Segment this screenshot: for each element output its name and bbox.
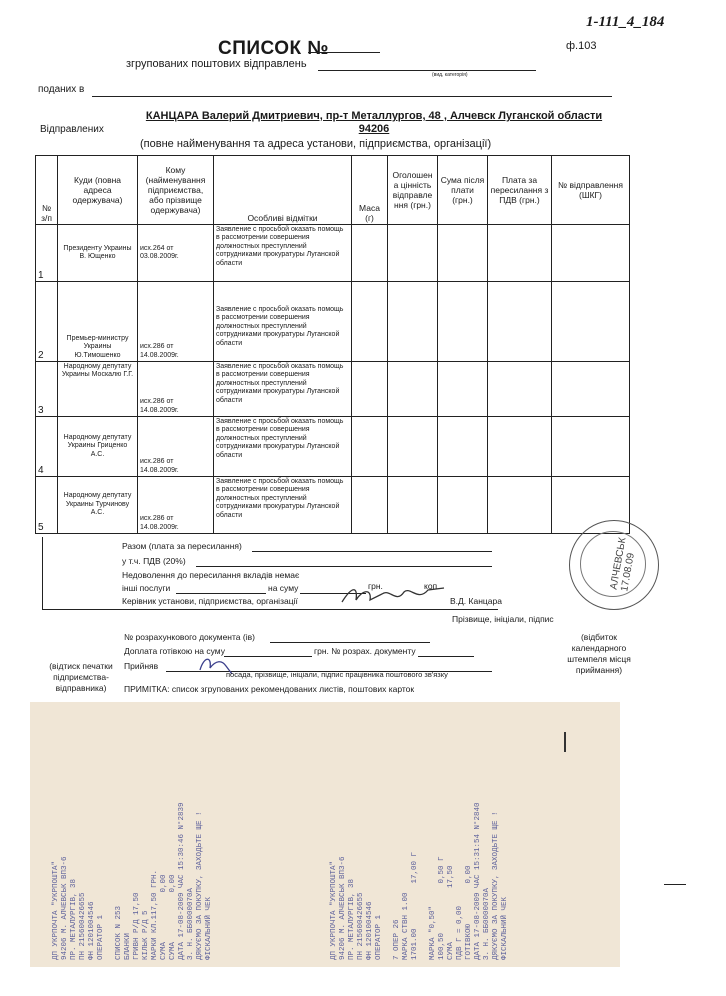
col-header-weight: Маса (г) [352,156,388,225]
cash-label: Доплата готівкою на суму [124,646,225,656]
table-row [36,225,630,282]
left-line: ПН 215600426655 [79,892,87,960]
right-line: МАРКА "0,50" [429,905,437,960]
row-value [388,477,438,534]
right-line: СУМА 17,50 [447,865,455,960]
submitted-line [92,96,612,97]
signer-name: В.Д. Канцара [450,596,502,606]
right-line: ДАТА 17-08-2009 ЧАС 15:31:54 N°2840 [474,802,482,960]
seal-note: (відтиск печатки підприємства-відправника) [49,661,113,693]
row-reference: исх.286 от 14.08.2009г. [138,417,214,477]
calendar-stamp [569,520,659,610]
row-sum [438,225,488,282]
receipts-area [30,702,620,967]
right-line: ФІСКАЛЬНИЙ ЧЕК [501,896,509,960]
subtitle: згрупованих поштових відправлень [126,58,307,70]
head-label: Керівник установи, підприємства, організації [122,596,298,606]
left-line: ФІСКАЛЬНИЙ ЧЕК [205,896,213,960]
row-number: 5 [36,477,58,534]
mailing-table [35,155,630,534]
sender-label: Відправлених [40,124,104,135]
left-line: СУМА 0,00 [169,874,177,960]
row-number: 1 [36,225,58,282]
col-header-address: Куди (повна адреса одержувача) [58,156,138,225]
row-sum [438,362,488,417]
col-header-recipient: Кому (найменування підприємства, або прізвище одержувача) [138,156,214,225]
row-sum [438,477,488,534]
table-row [36,417,630,477]
right-line: ГОТІВКОЮ 0,00 [465,865,473,960]
submitted-label: поданих в [38,84,85,95]
row-weight [352,225,388,282]
col-header-tracking: № відправлення (ШКГ) [552,156,630,225]
row-tracking [552,282,630,362]
table-header-row [36,156,630,225]
right-line: ОПЕРАТОР 1 [375,914,383,960]
col-header-number: № з/п [36,156,58,225]
row-value [388,282,438,362]
row-value [388,362,438,417]
row-notes: Заявление с просьбой оказать помощь в рассмотрении совершения должностных преступлений сотрудниками прокуратуры Луганской области [214,282,352,362]
row-value [388,417,438,477]
left-line: З. Н. ББ0000070А [187,887,195,960]
row-address: Премьер-министру Украины Ю.Тимошенко [58,282,138,362]
row-postage [488,362,552,417]
total-fee-line [252,551,492,552]
settle-doc-label: грн. № розрах. документу [314,646,416,656]
other-services-label: інші послуги [122,583,171,593]
row-reference: исх.264 от 03.08.2009г. [138,225,214,282]
undersend-label: Недоволення до пересилання вкладів немає [122,570,300,580]
row-number: 4 [36,417,58,477]
vat-line [196,566,492,567]
col-header-postage: Плата за пересилання з ПДВ (грн.) [488,156,552,225]
left-line: МАРКИ КЛ.117,50 ГРН. [151,869,159,960]
left-line [106,802,115,960]
total-fee-label: Разом (плата за пересилання) [122,541,242,551]
row-tracking [552,225,630,282]
settlement-label: № розрахункового документа (ів) [124,632,255,642]
right-line: 1701.00 17,00 Г [411,851,419,960]
left-line: 94206 М. АЛЧЕВСЬК ВПЗ-6 [61,856,69,960]
table-row [36,362,630,417]
accepted-label: Прийняв [124,661,159,671]
title-number-line [308,52,380,53]
left-line: СПИСОК N 253 [115,905,123,960]
left-line: ДП УКРПОЧТА "УКРПОШТА" [52,860,60,960]
amount-label: на суму [268,583,299,593]
left-line: ПР. МЕТАЛУРГІВ, 38 [70,878,78,960]
head-signature [338,582,448,608]
row-address: Народному депутату Украины Москалю Г.Г. [58,362,138,417]
row-number: 2 [36,282,58,362]
stamp-text: АЛЧЕВСЬК 17.08.09 [608,536,637,593]
cash-line [224,656,312,657]
row-postage [488,282,552,362]
receipt-right [330,802,510,960]
vat-label: у т.ч. ПДВ (20%) [122,556,186,566]
row-postage [488,417,552,477]
right-line: ПДВ Г = 0,00 [456,905,464,960]
page-title: СПИСОК № [218,38,330,59]
left-line: ДАТА 17-08-2009 ЧАС 15:30:46 N°2839 [178,802,186,960]
row-notes: Заявление с просьбой оказать помощь в рассмотрении совершения должностных преступлений сотрудниками прокуратуры Луганской области [214,477,352,534]
row-notes: Заявление с просьбой оказать помощь в рассмотрении совершения должностных преступлений сотрудниками прокуратуры Луганской области [214,225,352,282]
uah-label: грн. [368,581,383,591]
table-row [36,477,630,534]
right-line: ПН 215600426655 [357,892,365,960]
row-weight [352,362,388,417]
row-weight [352,477,388,534]
row-notes: Заявление с просьбой оказать помощь в рассмотрении совершения должностных преступлений сотрудниками прокуратуры Луганской области [214,362,352,417]
left-line: ДЯКУЄМО ЗА ПОКУПКУ, ЗАХОДЬТЕ ЩЕ ! [196,811,204,960]
row-tracking [552,417,630,477]
row-reference: исх.286 от 14.08.2009г. [138,282,214,362]
row-address: Народному депутату Украины Гриценко А.С. [58,417,138,477]
category-note: (вид, категорія) [432,72,468,78]
settle-doc-line [418,656,474,657]
left-line: КІЛЬК Р/Д 5 [142,910,150,960]
kop-label: коп [424,581,438,591]
col-header-sum: Сума після плати (грн.) [438,156,488,225]
document-id: 1-111_4_184 [586,14,665,30]
right-line: ПР. МЕТАЛУРГІВ, 38 [348,878,356,960]
row-postage [488,477,552,534]
form-number: ф.103 [566,40,597,52]
receipt-mark [564,732,568,752]
col-header-notes: Особливі відмітки [214,156,352,225]
category-line [318,70,536,71]
row-sum [438,282,488,362]
row-number: 3 [36,362,58,417]
row-reference: исх.286 от 14.08.2009г. [138,477,214,534]
row-notes: Заявление с просьбой оказать помощь в рассмотрении совершения должностных преступлений сотрудниками прокуратуры Луганской области [214,417,352,477]
left-line: СУМА 0,00 [160,874,168,960]
row-reference: исх.286 от 14.08.2009г. [138,362,214,417]
row-sum [438,417,488,477]
left-line: ФН 1201004546 [88,901,96,960]
row-tracking [552,362,630,417]
remark: ПРИМІТКА: список згрупованих рекомендованих листів, поштових карток [124,684,415,694]
accepted-note: посада, прізвище, ініціали, підпис працівника поштового зв'язку [226,670,448,679]
receipt-left [52,802,214,960]
right-line: 7 ОПЕР 26 [393,919,401,960]
left-line: ОПЕРАТОР 1 [97,914,105,960]
right-line [384,802,393,960]
right-line: 94206 М. АЛЧЕВСЬК ВПЗ-6 [339,856,347,960]
stamp-note: (відбиток календарного штемпеля місця приймання) [567,632,631,675]
row-value [388,225,438,282]
right-line: ФН 1201004546 [366,901,374,960]
row-address: Президенту Украины В. Ющенко [58,225,138,282]
sender-note: (повне найменування та адреса установи, підприємства, організації) [140,138,492,150]
other-services-line [176,593,266,594]
edge-mark [664,884,686,885]
row-weight [352,417,388,477]
row-address: Народному депутату Украины Турчинову А.С. [58,477,138,534]
right-line: МАРКА СТВН 1.00 [402,892,410,960]
right-line: ДЯКУЄМО ЗА ПОКУПКУ, ЗАХОДЬТЕ ЩЕ ! [492,811,500,960]
settlement-line [270,642,430,643]
row-weight [352,282,388,362]
left-line: БЛАНКИ [124,932,132,960]
left-line: ГРИВН Р/Д 17,50 [133,892,141,960]
right-line: ДП УКРПОЧТА "УКРПОШТА" [330,860,338,960]
table-row [36,282,630,362]
col-header-declared-value: Оголошен а цінність відправле ння (грн.) [388,156,438,225]
row-postage [488,225,552,282]
right-line: 100,50 0,50 Г [438,856,446,960]
right-line [420,802,429,960]
sign-note: Прізвище, ініціали, підпис [452,614,554,624]
right-line: З. Н. ББ0000070А [483,887,491,960]
sender-name: КАНЦАРА Валерий Дмитриевич, пр-т Металлургов, 48 , Алчевск Луганской области 94206 [145,110,603,135]
